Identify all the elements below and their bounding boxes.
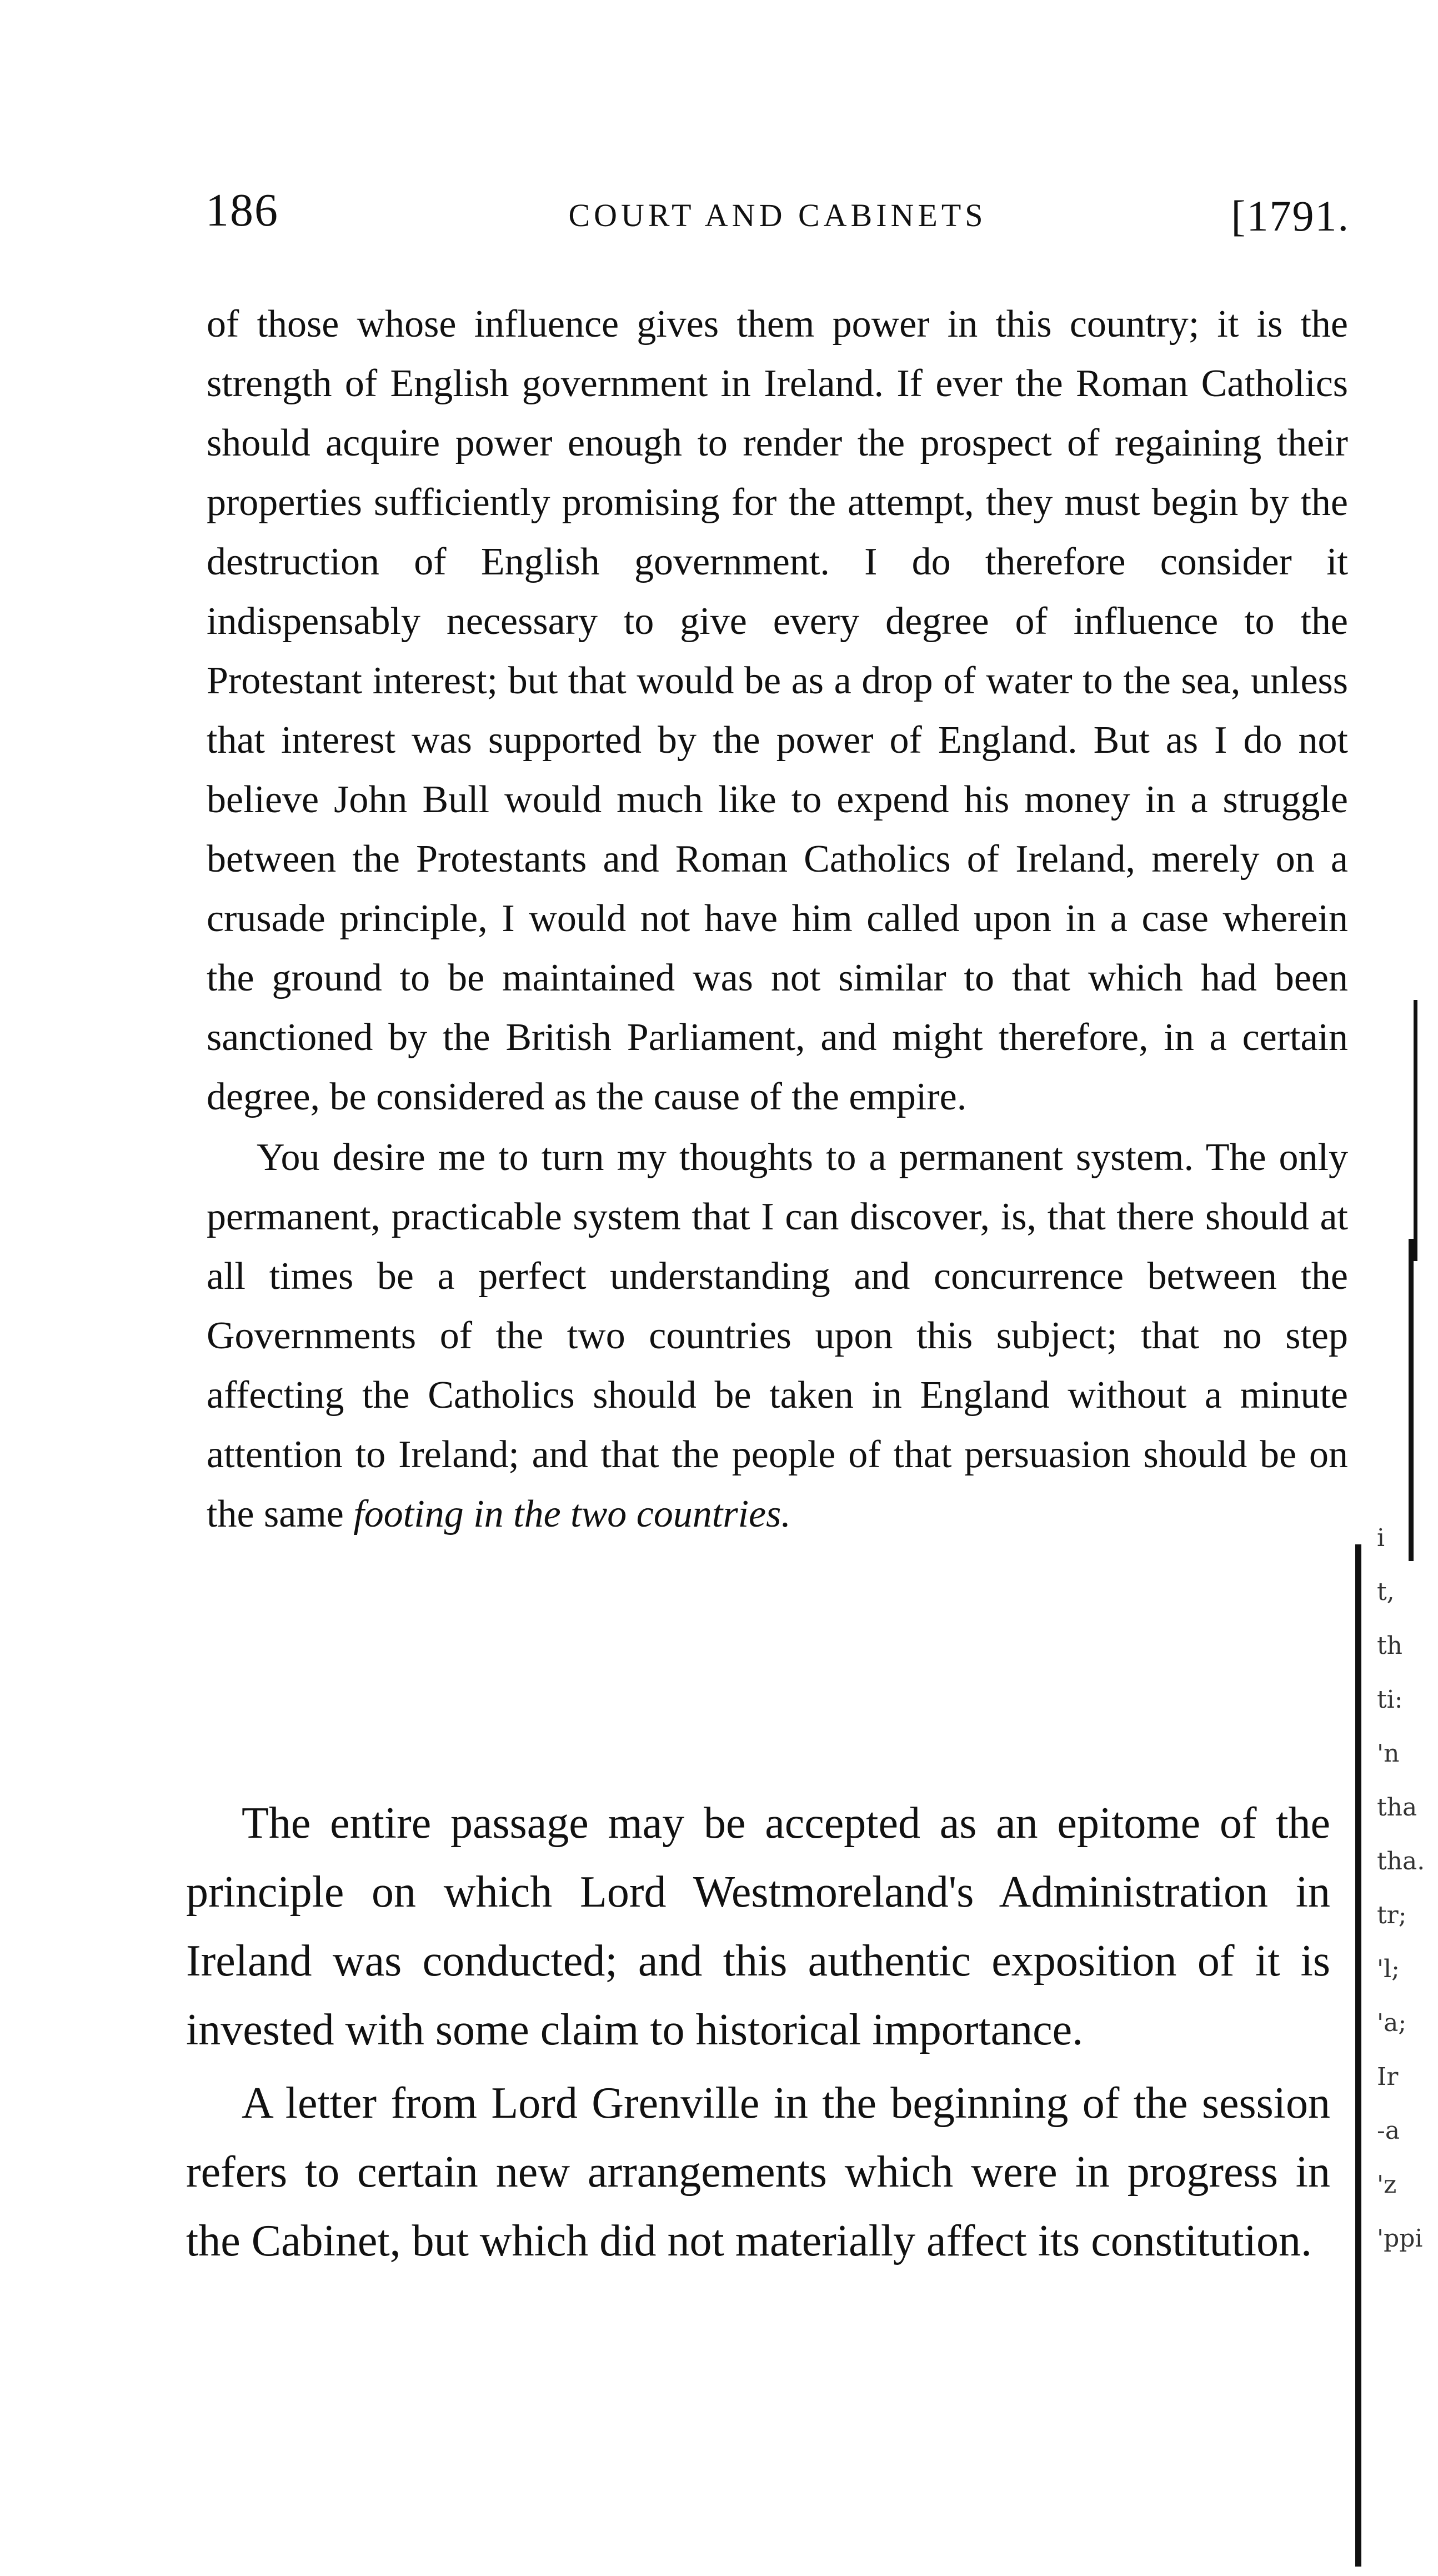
bleed-glyph: Ir: [1377, 2063, 1399, 2091]
bleed-glyph: tr;: [1377, 1901, 1407, 1929]
bleed-glyph: tha.: [1377, 1847, 1425, 1875]
quoted-letter: [207, 294, 1348, 1544]
bleed-glyph: 'z: [1377, 2170, 1397, 2199]
body-paragraph: The entire passage may be accepted as an epitome of the principle on which Lord Westmoreland's Administration in Ireland was conducted; and this authentic exposition of it is invested with some claim to historical importance.: [186, 1799, 1330, 2054]
facing-page-bleed: [1377, 1511, 1438, 2265]
gutter-line-lower: [1355, 1544, 1361, 2567]
running-header: [206, 183, 1350, 244]
bleed-glyph: t,: [1377, 1578, 1395, 1606]
gutter-line-upper: [1414, 1000, 1417, 1261]
bleed-glyph: th: [1377, 1632, 1403, 1660]
bleed-glyph: 'a;: [1377, 2009, 1407, 2037]
bleed-glyph: 'l;: [1377, 1955, 1400, 1983]
quote-paragraph-text: You desire me to turn my thoughts to a permanent system. The only permanent, practicable system that I can discover, is, that there should at all times be a perfect understanding and concurrence between the Governments of the two countries upon this subject; that no step affecting the Catholics should be taken in England without a minute attention to Ireland; and that the people of that persuasion should be on the same: [207, 1136, 1348, 1535]
quote-paragraph: [207, 1128, 1348, 1544]
bleed-glyph: i: [1377, 1524, 1385, 1552]
bleed-glyph: -a: [1377, 2117, 1400, 2145]
body-text: [186, 1789, 1330, 2275]
bleed-glyph: tha: [1377, 1793, 1417, 1822]
bleed-glyph: 'ppi: [1377, 2224, 1423, 2253]
running-title: COURT AND CABINETS: [568, 197, 987, 233]
page-number: 186: [206, 184, 279, 236]
running-year: [1791.: [1231, 192, 1350, 240]
body-paragraph: A letter from Lord Grenville in the beginning of the session refers to certain new arrangements which were in progress in the Cabinet, but which did not materially affect its constitution.: [186, 2079, 1330, 2265]
quote-paragraph: of those whose influence gives them power in this country; it is the strength of English government in Ireland. If ever the Roman Catholics should acquire power enough to render the prospect of regaining their properties sufficiently promising for the attempt, they must begin by the destruction of English government. I do therefore consider it indispensably necessary to give every degree of influence to the Protestant interest; but that would be as a drop of water to the sea, unless that interest was supported by the power of England. But as I do not believe John Bull would much like to expend his money in a struggle between the Protestants and Roman Catholics of Ireland, merely on a crusade principle, I would not have him called upon in a case wherein the ground to be maintained was not similar to that which had been sanctioned by the British Parliament, and might therefore, in a certain degree, be considered as the cause of the empire.: [207, 303, 1348, 1118]
quote-paragraph-italic: footing in the two countries.: [353, 1493, 791, 1535]
bleed-glyph: 'n: [1377, 1739, 1400, 1768]
bleed-glyph: ti:: [1377, 1685, 1403, 1714]
